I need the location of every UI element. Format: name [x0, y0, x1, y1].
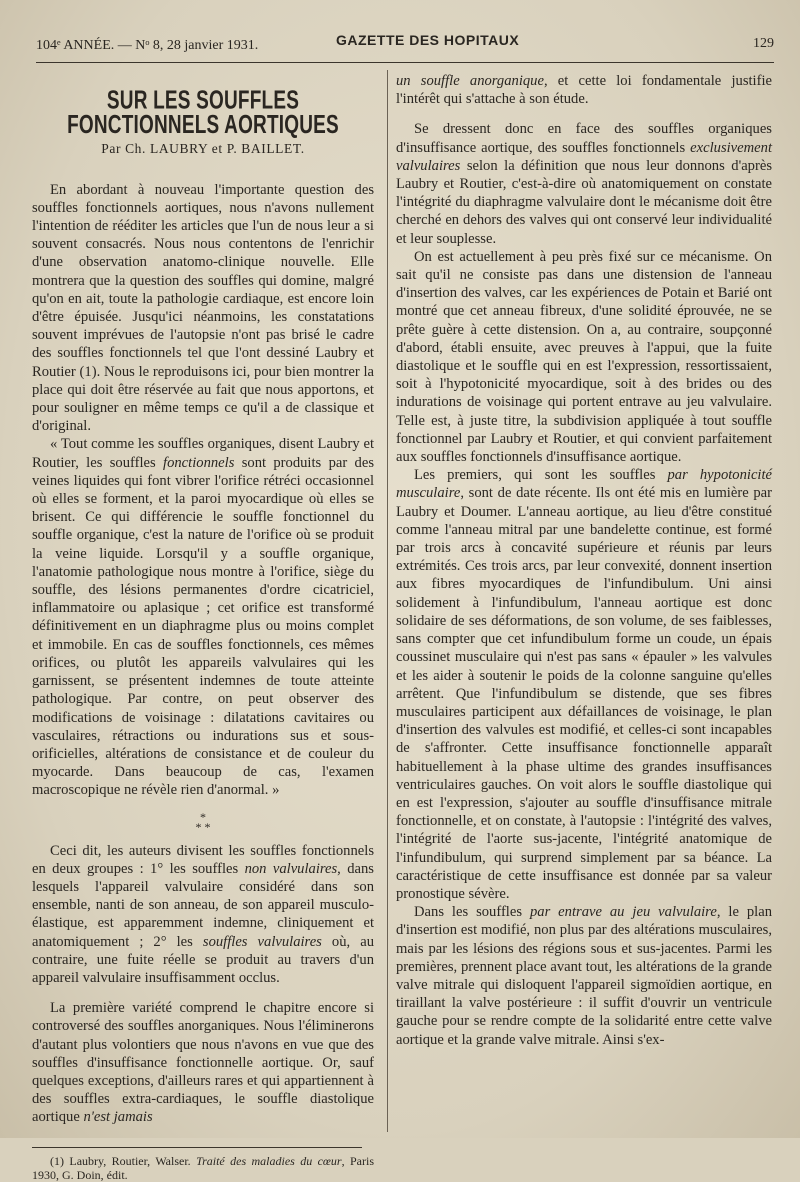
paragraph: Dans les souffles par entrave au jeu valvulaire, le plan d'insertion est modifié, non plus par des altérations musculaires, mais par les lésions des régions sous et sus-jacentes. Parmi les premières, prennent place avant tout, les altérations de la grande valve mitrale qui disloquent l'appareil sigmoïdien aortique, en tiraillant la valve postérieure : il suffit d'ouvrir un ventricule gauche pour se rendre compte de la solidarité entre cette valve aortique et la grande valve mitrale. Ainsi s'ex-: [396, 904, 772, 1048]
paragraph: Les premiers, qui sont les souffles par hypotonicité musculaire, sont de date récente. Ils ont été mis en lumière par Laubry et Doumer. L'anneau aortique, au lieu d'être constitué comme l'anneau mitral par une bandelette continue, est formé par trois arcs à concavité supérieure et réunis par leurs extrémités. Ces trois arcs, par leur convexité, donnent insertion aux fibres myocardiques de l'infundibulum. Uni ainsi solidement à l'infundibulum, l'anneau aortique est donc solidaire de ses déformations, de son volume, de ses faiblesses, sans compter que cet infundibulum forme un coude, un épais coussinet musculaire qui n'est pas sans « épauler » les valvules et les aider à soutenir le poids de la colonne sanguine qu'elles arrêtent. Que l'infundibulum se distende, que ses fibres musculaires participent aux défaillances de voisinage, le plan d'insertion des valvules est modifié, et celles-ci sont incapables de s'affronter. Cette insuffisance fonctionnelle apparaît habituellement à la phase ultime des grandes insuffisances ventriculaires gauches. On voit alors le souffle diastolique qui en est l'expression, s'ajouter au souffle d'insuffisance mitrale fonctionnelle, et on constate, à l'autopsie : l'intégrité des valves, l'intégrité de l'aorte sus-jacente, l'intégrité anatomique de l'infundibulum, qui surprend simplement par sa béance. La caractéristique de cette insuffisance est donnée par sa valeur pronostique sévère.: [396, 467, 773, 902]
header-rule: [36, 62, 774, 63]
paragraph: La première variété comprend le chapitre encore si controversé des souffles anorganiques. Nous l'éliminerons d'autant plus volontiers que nous n'avons en vue que des souffles d'insuffisance fonctionnelle aortique. Or, sauf quelques exceptions, d'ailleurs rares et qui appartiennent à des souffles extra-cardiaques, le souffle diastolique aortique n'est jamais: [32, 1000, 374, 1126]
column-divider: [387, 70, 388, 1132]
article-title: SUR LES SOUFFLES FONCTIONNELS AORTIQUES: [67, 86, 339, 140]
right-column: [396, 72, 772, 1049]
left-column: [32, 70, 374, 1182]
paragraph: un souffle anorganique, et cette loi fondamentale justifie l'intérêt qui s'attache à son étude.: [396, 73, 772, 108]
paragraph-quote: « Tout comme les souffles organiques, disent Laubry et Routier, les souffles fonctionnels sont produits par des veines liquides qui font vibrer l'orifice rétréci occasionnel où elles se forment, et la paroi myocardique où elles se brisent. Ce qui différencie le souffle fonctionnel du souffle organique, c'est la nature de l'orifice où se produit la veine liquide. Lorsqu'il y a souffle organique, l'anatomie pathologique nous montre à l'orifice, siège du souffle, des lésions permanentes d'ordre cicatriciel, inflammatoire ou aplasique ; cet orifice est transformé définitivement en un diaphragme plus ou moins complet et immobile. En cas de souffles fonctionnels, ces mêmes orifices, ou plutôt les appareils valvulaires qui les garnissent, se présentent indemnes de toute atteinte pathologique. Par contre, on peut observer des modifications de voisinage : dilatations cavitaires ou vasculaires, rétractions ou indurations sus et sous-orificielles, altérations de consistance et de couleur du myocarde. Dans beaucoup de cas, l'examen macroscopique ne révèle rien d'anormal. »: [32, 436, 374, 799]
section-separator: * * *: [195, 809, 211, 834]
paragraph: Se dressent donc en face des souffles organiques d'insuffisance aortique, des souffles fonctionnels exclusivement valvulaires selon la définition que nous leur donnons d'après Laubry et Routier, c'est-à-dire où anatomiquement on constate l'intégrité du diaphragme valvulaire dont le mécanisme doit être cherché en dehors des valves qui ont conservé leur individualité et leur souplesse.: [396, 121, 772, 247]
paragraph: On est actuellement à peu près fixé sur ce mécanisme. On sait qu'il ne consiste pas dans une distension de l'anneau d'insertion des valves, car les expériences de Potain et Barié ont montré que cet anneau fibreux, d'une solidité éprouvée, ne se prête guère à cette distension. On a, au contraire, soupçonné d'abord, établi ensuite, avec preuves à l'appui, que la fuite diastolique et le souffle qui en est l'expression, ressortissaient, soit à l'hypotonicité myocardique, soit à des brides ou des indurations de voisinage qui portent entrave au jeu valvulaire. Telle est, à juste titre, la subdivision appliquée à tout souffle fonctionnel par Laubry et Routier, et qui convient parfaitement aux souffles fonctionnels d'insuffisance aortique.: [396, 248, 772, 466]
page-header: [36, 28, 774, 60]
page-number: 129: [753, 36, 774, 51]
article-authors: Par Ch. LAUBRY et P. BAILLET.: [101, 141, 305, 157]
footnote-rule: [32, 1147, 362, 1148]
paragraph: Ceci dit, les auteurs divisent les souffles fonctionnels en deux groupes : 1° les souffles non valvulaires, dans lesquels l'appareil valvulaire considéré dans son ensemble, nanti de son anneau, de son appareil musculo-élastique, est apparemment indemne, cliniquement et anatomiquement ; 2° les souffles valvulaires où, au contraire, une fuite réelle se produit au travers d'un appareil valvulaire insuffisamment occlus.: [32, 842, 374, 986]
footnote: (1) Laubry, Routier, Walser. Traité des maladies du cœur, Paris 1930, G. Doin, édit.: [32, 1153, 374, 1182]
issue-info: 104ᵉ ANNÉE. — Nᵒ 8, 28 janvier 1931.: [36, 38, 259, 53]
journal-title: GAZETTE DES HOPITAUX: [336, 32, 520, 48]
paragraph: En abordant à nouveau l'importante question des souffles fonctionnels aortiques, nous n'avons nullement l'intention de rééditer les articles que l'un de nous leur a si souvent consacrés. Nous nous contentons de l'enrichir d'une observation anatomo-clinique nouvelle. Elle montrera que la question des souffles qui domine, malgré qu'on en ait, toute la pathologie cardiaque, est encore loin d'être épuisée. Jusqu'ici néanmoins, les constatations souvent imprévues de l'autopsie n'ont pas brisé le cadre des souffles fonctionnels tel que l'ont dessiné Laubry et Routier (1). Nous le reproduisons ici, pour bien montrer la place qui doit être réservée au fait que nous apportons, et pour souligner en même temps ce qu'il a de classique et d'original.: [32, 181, 374, 435]
